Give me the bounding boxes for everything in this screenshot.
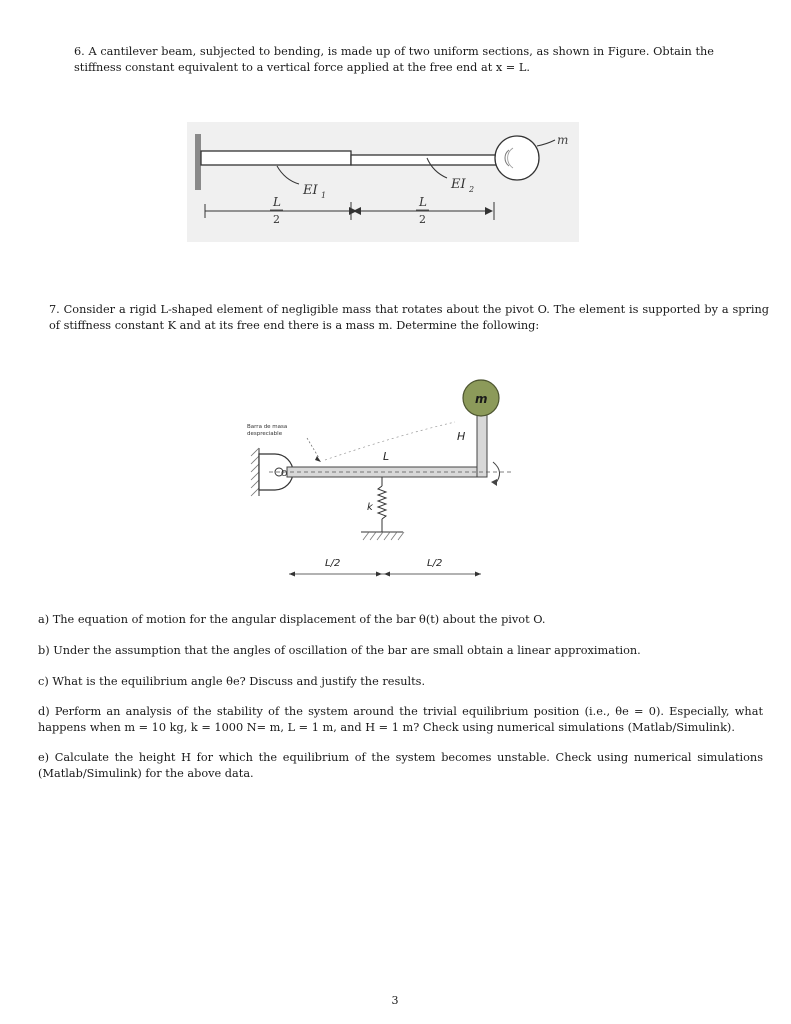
wall-hatch (251, 448, 259, 496)
ei1-sub: 1 (321, 191, 327, 200)
l-shaped-element-figure (245, 366, 525, 580)
l-label: L (383, 450, 390, 463)
page-number: 3 (391, 994, 399, 1007)
dim2-numerator: L (419, 195, 427, 209)
end-mass-circle (495, 136, 539, 180)
item-d: d) Perform an analysis of the stability of the system around the trivial equilibrium position (i.e., θe = 0). Especially, what happens when m = 10 kg, k = 1000 N= m, L = 1 m, and H = 1 m? Check using numerical simulations (Matlab/Simulink). (38, 705, 763, 734)
fixed-wall (195, 134, 201, 190)
figure2-mass-label: m (475, 392, 488, 406)
bar-note-line1: Barra de masa (247, 424, 288, 430)
question-7-text: 7. Consider a rigid L-shaped element of negligible mass that rotates about the pivot O. The element is supported by a spring of stiffness constant K and at its free end there is a mass m. Determine the following: (49, 303, 769, 332)
bar-note-line2: despreciable (247, 431, 283, 437)
bar-note-dash (325, 422, 455, 460)
dim-left-label: L/2 (325, 558, 341, 569)
item-c: c) What is the equilibrium angle θe? Discuss and justify the results. (38, 675, 426, 688)
item-e: e) Calculate the height H for which the equilibrium of the system becomes unstable. Check using numerical simulations (Matlab/Simulink) for the above data. (38, 751, 763, 780)
dim-right-label: L/2 (427, 558, 443, 569)
ei2-sub: 2 (469, 185, 475, 194)
item-a: a) The equation of motion for the angular displacement of the bar θ(t) about the pivot O. (38, 613, 546, 626)
spring-coil (378, 486, 386, 519)
ei2-label: EI (451, 177, 466, 192)
horizontal-bar (287, 467, 487, 477)
bar-note-leader (307, 438, 319, 458)
figure1-mass-label: m (557, 133, 569, 147)
ground-hatch (363, 532, 404, 540)
beam-section-1 (201, 151, 351, 165)
pivot-label: O (281, 469, 288, 478)
k-label: k (367, 502, 373, 513)
h-label: H (457, 430, 466, 443)
cantilever-beam-figure (187, 122, 579, 242)
dim1-numerator: L (273, 195, 281, 209)
dim1-denominator: 2 (273, 213, 280, 226)
ei1-label: EI (303, 183, 318, 198)
beam-section-2 (351, 155, 499, 165)
dim2-denominator: 2 (419, 213, 426, 226)
question-6-text: 6. A cantilever beam, subjected to bending, is made up of two uniform sections, as shown in Figure. Obtain the stiffness constant equivalent to a vertical force applied at the free end at x = L. (74, 45, 714, 74)
item-b: b) Under the assumption that the angles of oscillation of the bar are small obtain a linear approximation. (38, 644, 641, 657)
vertical-bar (477, 414, 487, 477)
